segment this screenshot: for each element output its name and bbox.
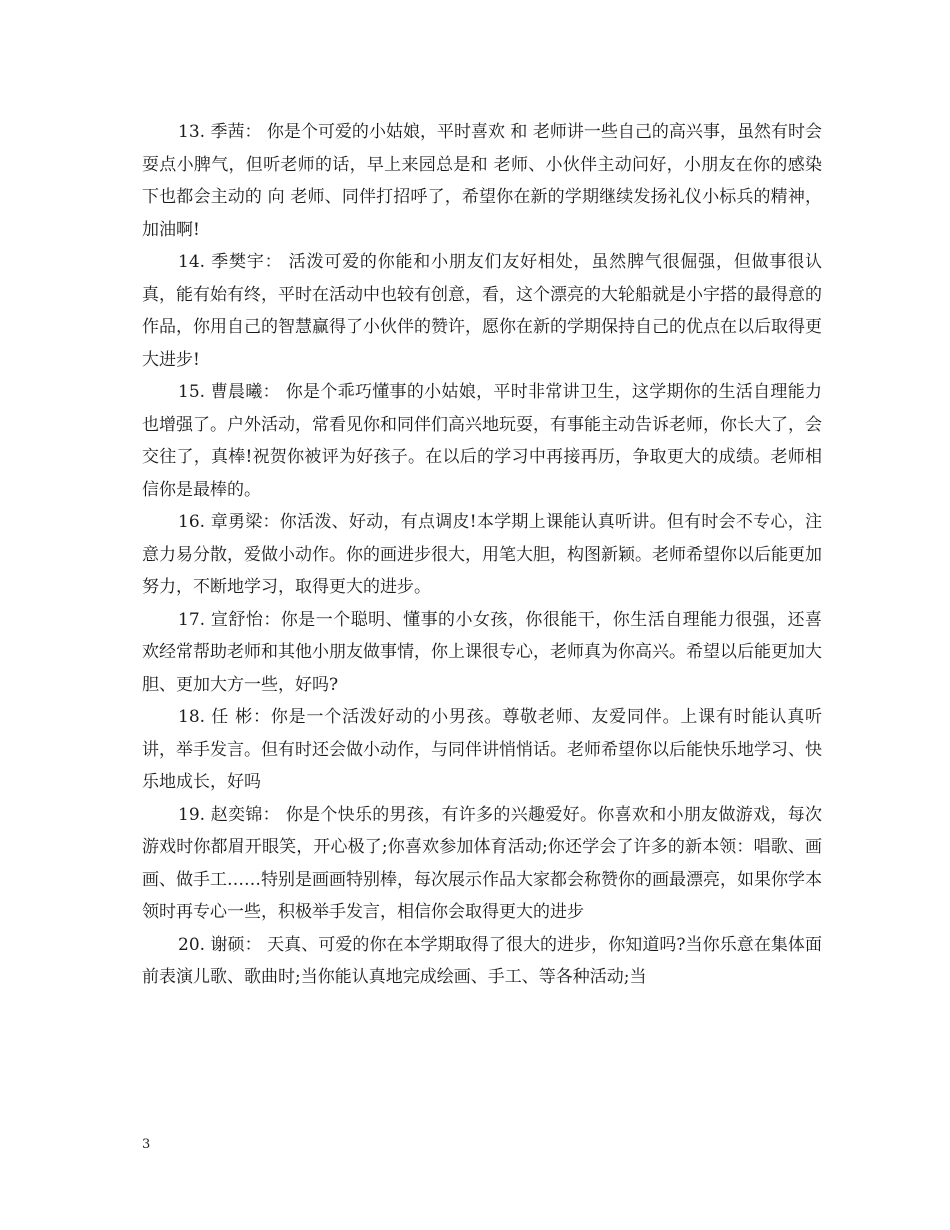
paragraph-16: 16. 章勇梁：你活泼、好动，有点调皮!本学期上课能认真听讲。但有时会不专心，注意力易分散，爱做小动作。你的画进步很大，用笔大胆，构图新颖。老师希望你以后能更加努力，不断地学习，取得更大的进步。: [142, 512, 822, 597]
page-number: 3: [142, 1137, 151, 1152]
paragraph-15: 15. 曹晨曦： 你是个乖巧懂事的小姑娘，平时非常讲卫生，这学期你的生活自理能力也增强了。户外活动，常看见你和同伴们高兴地玩耍，有事能主动告诉老师，你长大了，会交往了，真棒!祝贺你被评为好孩子。在以后的学习中再接再历，争取更大的成绩。老师相信你是最棒的。: [142, 382, 822, 500]
paragraph-18: 18. 任 彬：你是一个活泼好动的小男孩。尊敬老师、友爱同伴。上课有时能认真听讲，举手发言。但有时还会做小动作，与同伴讲悄悄话。老师希望你以后能快乐地学习、快乐地成长，好吗: [142, 707, 822, 792]
paragraph-20: 20. 谢硕： 天真、可爱的你在本学期取得了很大的进步，你知道吗?当你乐意在集体面前表演儿歌、歌曲时;当你能认真地完成绘画、手工、等各种活动;当: [142, 934, 822, 987]
paragraph-13: 13. 季茜： 你是个可爱的小姑娘，平时喜欢 和 老师讲一些自己的高兴事，虽然有时会耍点小脾气，但听老师的话，早上来园总是和 老师、小伙伴主动问好，小朋友在你的感染下也都会主动的 向 老师、同伴打招呼了，希望你在新的学期继续发扬礼仪小标兵的精神，加油啊!: [142, 122, 822, 240]
paragraph-19: 19. 赵奕锦： 你是个快乐的男孩，有许多的兴趣爱好。你喜欢和小朋友做游戏，每次游戏时你都眉开眼笑，开心极了;你喜欢参加体育活动;你还学会了许多的新本领：唱歌、画画、做手工……特别是画画特别棒，每次展示作品大家都会称赞你的画最漂亮，如果你学本领时再专心一些，积极举手发言，相信你会取得更大的进步: [142, 804, 822, 922]
paragraph-17: 17. 宣舒怡：你是一个聪明、懂事的小女孩，你很能干，你生活自理能力很强，还喜欢经常帮助老师和其他小朋友做事情，你上课很专心，老师真为你高兴。希望以后能更加大胆、更加大方一些，好吗?: [142, 609, 822, 695]
paragraph-14: 14. 季樊宇： 活泼可爱的你能和小朋友们友好相处，虽然脾气很倔强，但做事很认真，能有始有终，平时在活动中也较有创意，看，这个漂亮的大轮船就是小宇搭的最得意的作品，你用自己的智慧赢得了小伙伴的赞许，愿你在新的学期保持自己的优点在以后取得更大进步!: [142, 252, 822, 370]
document-body: [142, 116, 822, 994]
